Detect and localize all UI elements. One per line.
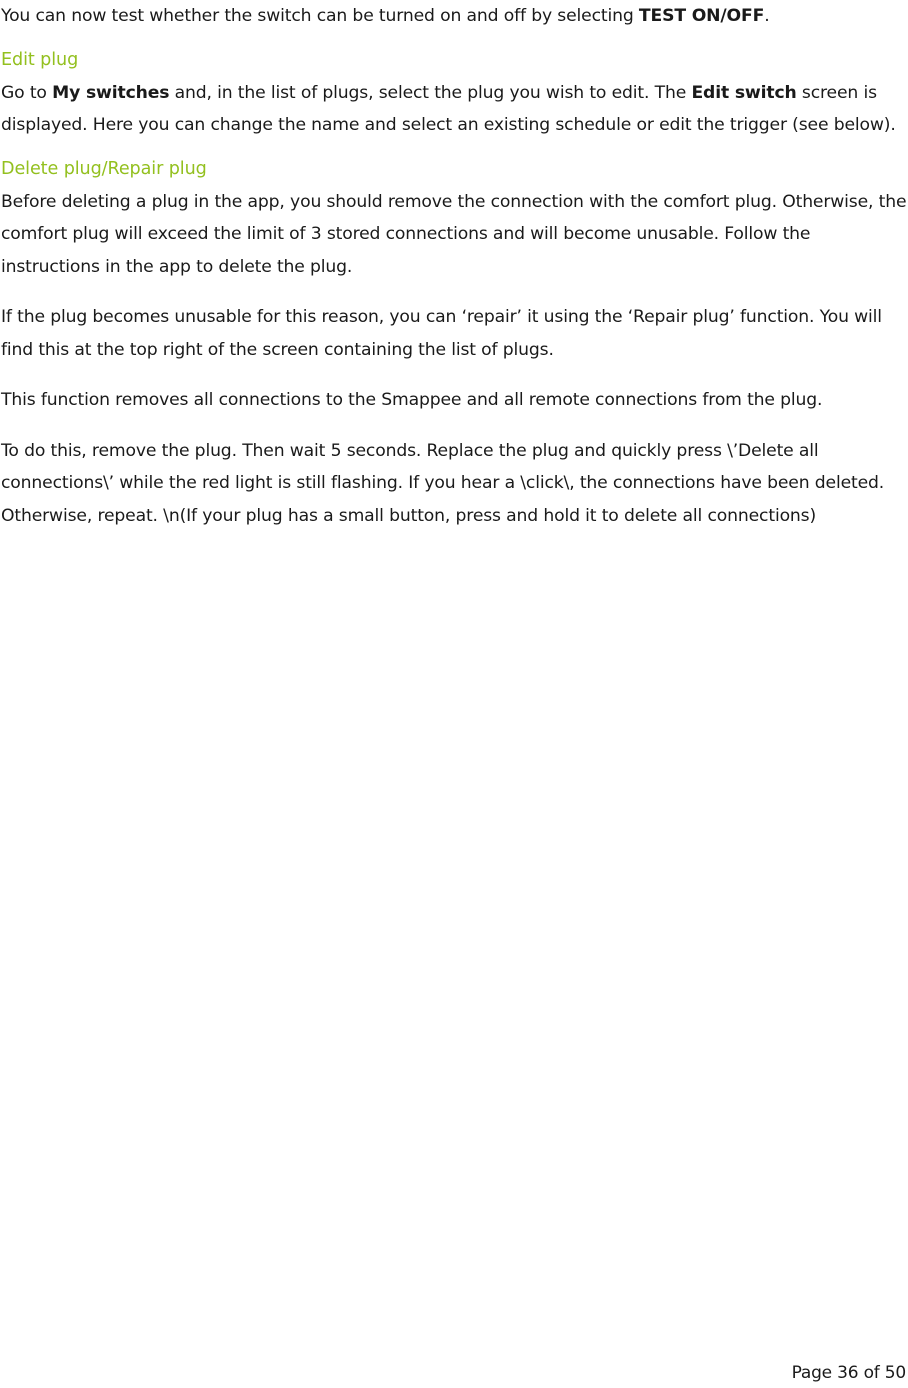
my-switches-emphasis: My switches (52, 82, 170, 103)
intro-paragraph (1, 0, 907, 33)
page-number: Page 36 of 50 (791, 1363, 906, 1383)
spacer (1, 283, 907, 301)
delete-plug-paragraph-2: If the plug becomes unusable for this reason, you can ‘repair’ it using the ‘Repair plug’ function. You will find this at the top right of the screen containing the list of plugs. (1, 307, 882, 360)
edit-plug-paragraph (1, 77, 907, 142)
page-content (1, 0, 907, 532)
delete-plug-paragraph-3: This function removes all connections to the Smappee and all remote connections from the plug. (1, 390, 823, 410)
spacer (1, 417, 907, 435)
section-heading-delete-plug: Delete plug/Repair plug (1, 158, 207, 179)
spacer (1, 33, 907, 43)
delete-plug-paragraph-4: To do this, remove the plug. Then wait 5 seconds. Replace the plug and quickly press \’Delete all connections\’ while the red light is still flashing. If you hear a \click\, the connections have been deleted. Otherwise, repeat. \n(If your plug has a small button, press and hold it to delete all connections) (1, 440, 885, 526)
intro-text: You can now test whether the switch can be turned on and off by selecting (1, 6, 639, 26)
section-heading-edit-plug: Edit plug (1, 49, 79, 70)
edit-switch-emphasis: Edit switch (691, 82, 797, 103)
delete-plug-paragraph-1: Before deleting a plug in the app, you should remove the connection with the comfort plug. Otherwise, the comfort plug will exceed the limit of 3 stored connections and will become unusable. Follow the instructions in the app to delete the plug. (1, 191, 907, 277)
edit-plug-text-3: screen is displayed. Here you can change the name and select an existing schedule or edit the trigger (see below). (1, 82, 896, 135)
intro-suffix: . (764, 6, 770, 26)
test-on-off-emphasis: TEST ON/OFF (638, 6, 765, 26)
spacer (1, 366, 907, 384)
edit-plug-text-1: Go to (1, 82, 53, 103)
spacer (1, 142, 907, 152)
edit-plug-text-2: and, in the list of plugs, select the plug you wish to edit. The (169, 82, 692, 103)
